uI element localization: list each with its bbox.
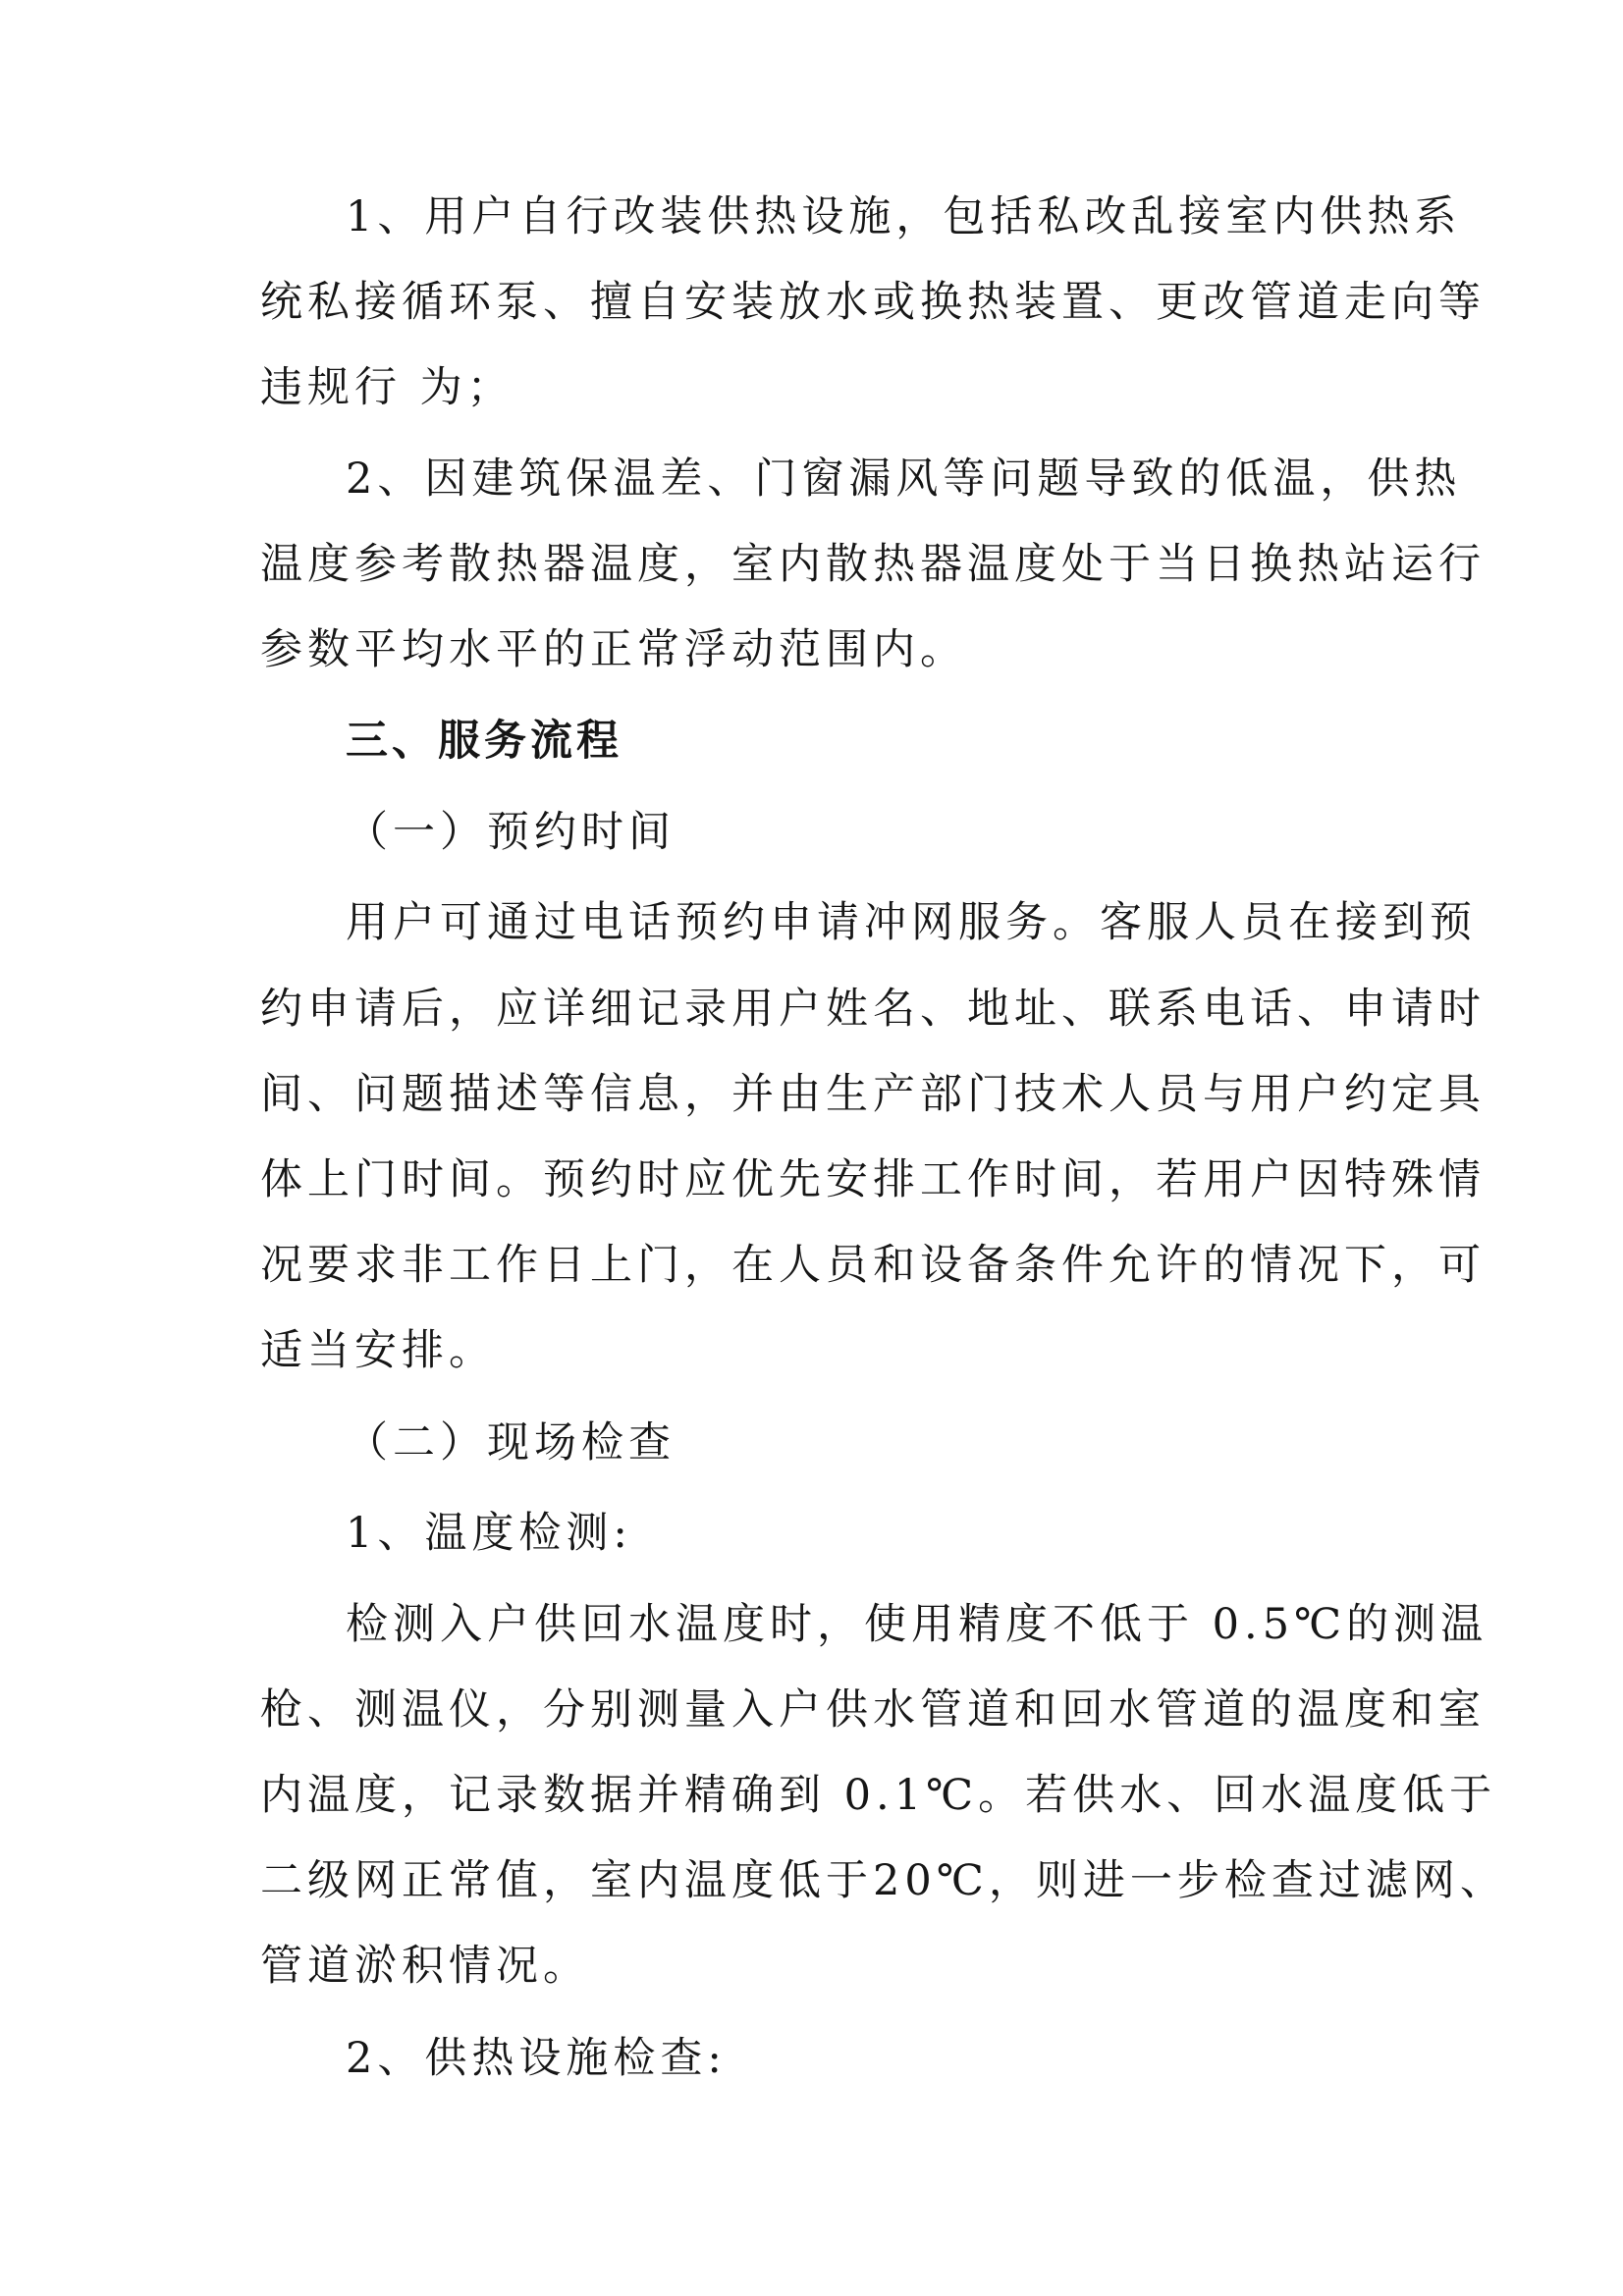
paragraph-2-line-1: 2、因建筑保温差、门窗漏风等问题导致的低温，供热 [346,454,1462,504]
paragraph-2-line-3: 参数平均水平的正常浮动范围内。 [260,625,967,674]
paragraph-1-line-3: 违规行 为； [260,363,514,412]
paragraph-3-line-3: 间、问题描述等信息，并由生产部门技术人员与用户约定具 [260,1070,1486,1119]
paragraph-3-line-1: 用户可通过电话预约申请冲网服务。客服人员在接到预 [346,898,1477,947]
paragraph-2-line-2: 温度参考散热器温度，室内散热器温度处于当日换热站运行 [260,540,1486,589]
paragraph-1-line-1: 1、用户自行改装供热设施，包括私改乱接室内供热系 [346,192,1462,241]
subsection-1-heading: （一）预约时间 [346,808,676,857]
paragraph-4-line-2: 枪、测温仪，分别测量入户供水管道和回水管道的温度和室 [260,1685,1486,1735]
paragraph-4-line-1: 检测入户供回水温度时，使用精度不低于 0.5℃的测温 [346,1600,1488,1649]
subsection-2-heading: （二）现场检查 [346,1418,676,1468]
paragraph-4-line-4: 二级网正常值，室内温度低于20℃，则进一步检查过滤网、 [260,1856,1507,1905]
section-heading: 三、服务流程 [346,717,622,766]
paragraph-4-line-3: 内温度，记录数据并精确到 0.1℃。若供水、回水温度低于 [260,1771,1497,1820]
item-1-heading: 1、温度检测: [346,1509,632,1558]
paragraph-3-line-5: 况要求非工作日上门，在人员和设备条件允许的情况下，可 [260,1241,1486,1290]
item-2-heading: 2、供热设施检查: [346,2034,727,2083]
paragraph-4-line-5: 管道淤积情况。 [260,1942,590,1991]
paragraph-3-line-6: 适当安排。 [260,1326,496,1375]
paragraph-3-line-4: 体上门时间。预约时应优先安排工作时间，若用户因特殊情 [260,1155,1486,1204]
paragraph-3-line-2: 约申请后，应详细记录用户姓名、地址、联系电话、申请时 [260,985,1486,1034]
paragraph-1-line-2: 统私接循环泵、擅自安装放水或换热装置、更改管道走向等 [260,278,1486,327]
